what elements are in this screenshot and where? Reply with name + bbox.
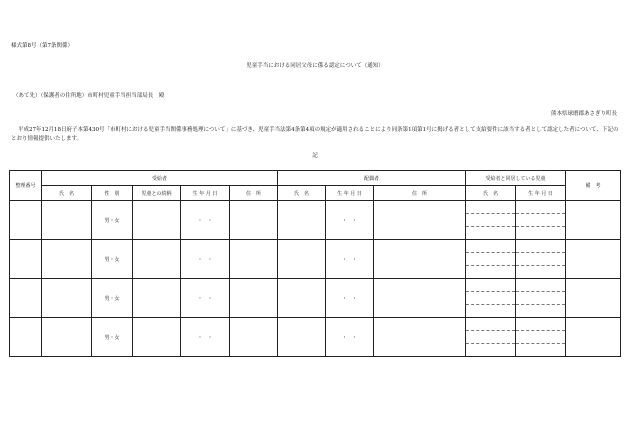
cell-remarks <box>566 201 621 240</box>
header-spouse: 配偶者 <box>278 171 466 186</box>
cell-child-name <box>466 331 516 344</box>
cell-recipient-address <box>230 201 278 240</box>
cell-spouse-address <box>374 201 466 240</box>
cell-reg-no <box>10 318 42 357</box>
cell-recipient-address <box>230 279 278 318</box>
table-row <box>10 318 621 331</box>
info-table <box>9 170 621 357</box>
cell-child-dob <box>516 253 566 266</box>
cell-recipient-name <box>42 201 92 240</box>
ki-marker: 記 <box>312 153 318 159</box>
addressee: （あて先）（保護者の住所地）市町村児童手当担当部局長 殿 <box>13 93 165 99</box>
header-spouse-address: 住 所 <box>374 186 466 201</box>
cell-recipient-relation <box>133 201 181 240</box>
header-recipient-sex: 性 別 <box>92 186 133 201</box>
cell-child-dob <box>516 266 566 279</box>
cell-child-name <box>466 253 516 266</box>
cell-recipient-name <box>42 318 92 357</box>
header-recipient-name: 氏 名 <box>42 186 92 201</box>
header-child-dob: 生 年 月 日 <box>516 186 566 201</box>
header-recipient-relation: 児童との続柄 <box>133 186 181 201</box>
header-spouse-name: 氏 名 <box>278 186 326 201</box>
cell-child-dob <box>516 318 566 331</box>
cell-child-name <box>466 227 516 240</box>
cell-recipient-dob: ・ ・ <box>181 240 230 279</box>
header-child-name: 氏 名 <box>466 186 516 201</box>
cell-reg-no <box>10 279 42 318</box>
cell-child-dob <box>516 214 566 227</box>
header-recipient-address: 住 所 <box>230 186 278 201</box>
cell-recipient-address <box>230 240 278 279</box>
body-text: 平成27年12月18日府子本第430号「市町村における児童手当関係事務処理について」に基づき、児童手当法第4条第4項の規定が適用されることにより同条第1項第1号に掲げる者として支給要件に該当する者として認定した者について、下記のとおり情報提供いたします。 <box>11 127 619 142</box>
cell-child-dob <box>516 279 566 292</box>
cell-recipient-relation <box>133 318 181 357</box>
table-row <box>10 240 621 253</box>
cell-spouse-name <box>278 240 326 279</box>
cell-child-name <box>466 305 516 318</box>
cell-child-dob <box>516 201 566 214</box>
cell-spouse-name <box>278 318 326 357</box>
cell-reg-no <box>10 240 42 279</box>
cell-child-name <box>466 318 516 331</box>
cell-child-name <box>466 266 516 279</box>
cell-recipient-sex: 男・女 <box>92 279 133 318</box>
cell-child-dob <box>516 240 566 253</box>
cell-recipient-dob: ・ ・ <box>181 201 230 240</box>
header-spouse-dob: 生 年 月 日 <box>326 186 374 201</box>
table-row <box>10 279 621 292</box>
cell-spouse-address <box>374 318 466 357</box>
document-title: 児童手当における同居父母に係る認定について（通知） <box>246 63 384 69</box>
cell-child-dob <box>516 292 566 305</box>
header-recipient: 受給者 <box>42 171 278 186</box>
cell-recipient-relation <box>133 240 181 279</box>
cell-spouse-address <box>374 240 466 279</box>
cell-recipient-dob: ・ ・ <box>181 279 230 318</box>
cell-recipient-sex: 男・女 <box>92 318 133 357</box>
header-remarks: 備 考 <box>566 171 621 201</box>
table-row <box>10 201 621 214</box>
cell-child-name <box>466 292 516 305</box>
cell-remarks <box>566 279 621 318</box>
cell-remarks <box>566 240 621 279</box>
cell-recipient-relation <box>133 279 181 318</box>
cell-recipient-dob: ・ ・ <box>181 318 230 357</box>
cell-child-name <box>466 240 516 253</box>
header-reg-no: 整理番号 <box>10 171 42 201</box>
cell-recipient-name <box>42 279 92 318</box>
cell-child-name <box>466 214 516 227</box>
cell-recipient-address <box>230 318 278 357</box>
cell-child-dob <box>516 227 566 240</box>
cell-child-name <box>466 344 516 357</box>
cell-remarks <box>566 318 621 357</box>
cell-spouse-name <box>278 201 326 240</box>
cell-child-dob <box>516 344 566 357</box>
form-code: 様式第8号（第7条関係） <box>11 43 73 49</box>
cell-spouse-dob: ・ ・ <box>326 201 374 240</box>
cell-spouse-address <box>374 279 466 318</box>
cell-child-dob <box>516 331 566 344</box>
cell-child-dob <box>516 305 566 318</box>
sender: 熊本県球磨郡あさぎり町長 <box>550 111 617 117</box>
cell-spouse-dob: ・ ・ <box>326 318 374 357</box>
cell-reg-no <box>10 201 42 240</box>
header-recipient-dob: 生 年 月 日 <box>181 186 230 201</box>
cell-spouse-dob: ・ ・ <box>326 240 374 279</box>
cell-child-name <box>466 279 516 292</box>
header-child-group: 受給者と同居している児童 <box>466 171 566 186</box>
cell-child-name <box>466 201 516 214</box>
cell-spouse-name <box>278 279 326 318</box>
cell-recipient-name <box>42 240 92 279</box>
cell-recipient-sex: 男・女 <box>92 201 133 240</box>
cell-recipient-sex: 男・女 <box>92 240 133 279</box>
cell-spouse-dob: ・ ・ <box>326 279 374 318</box>
